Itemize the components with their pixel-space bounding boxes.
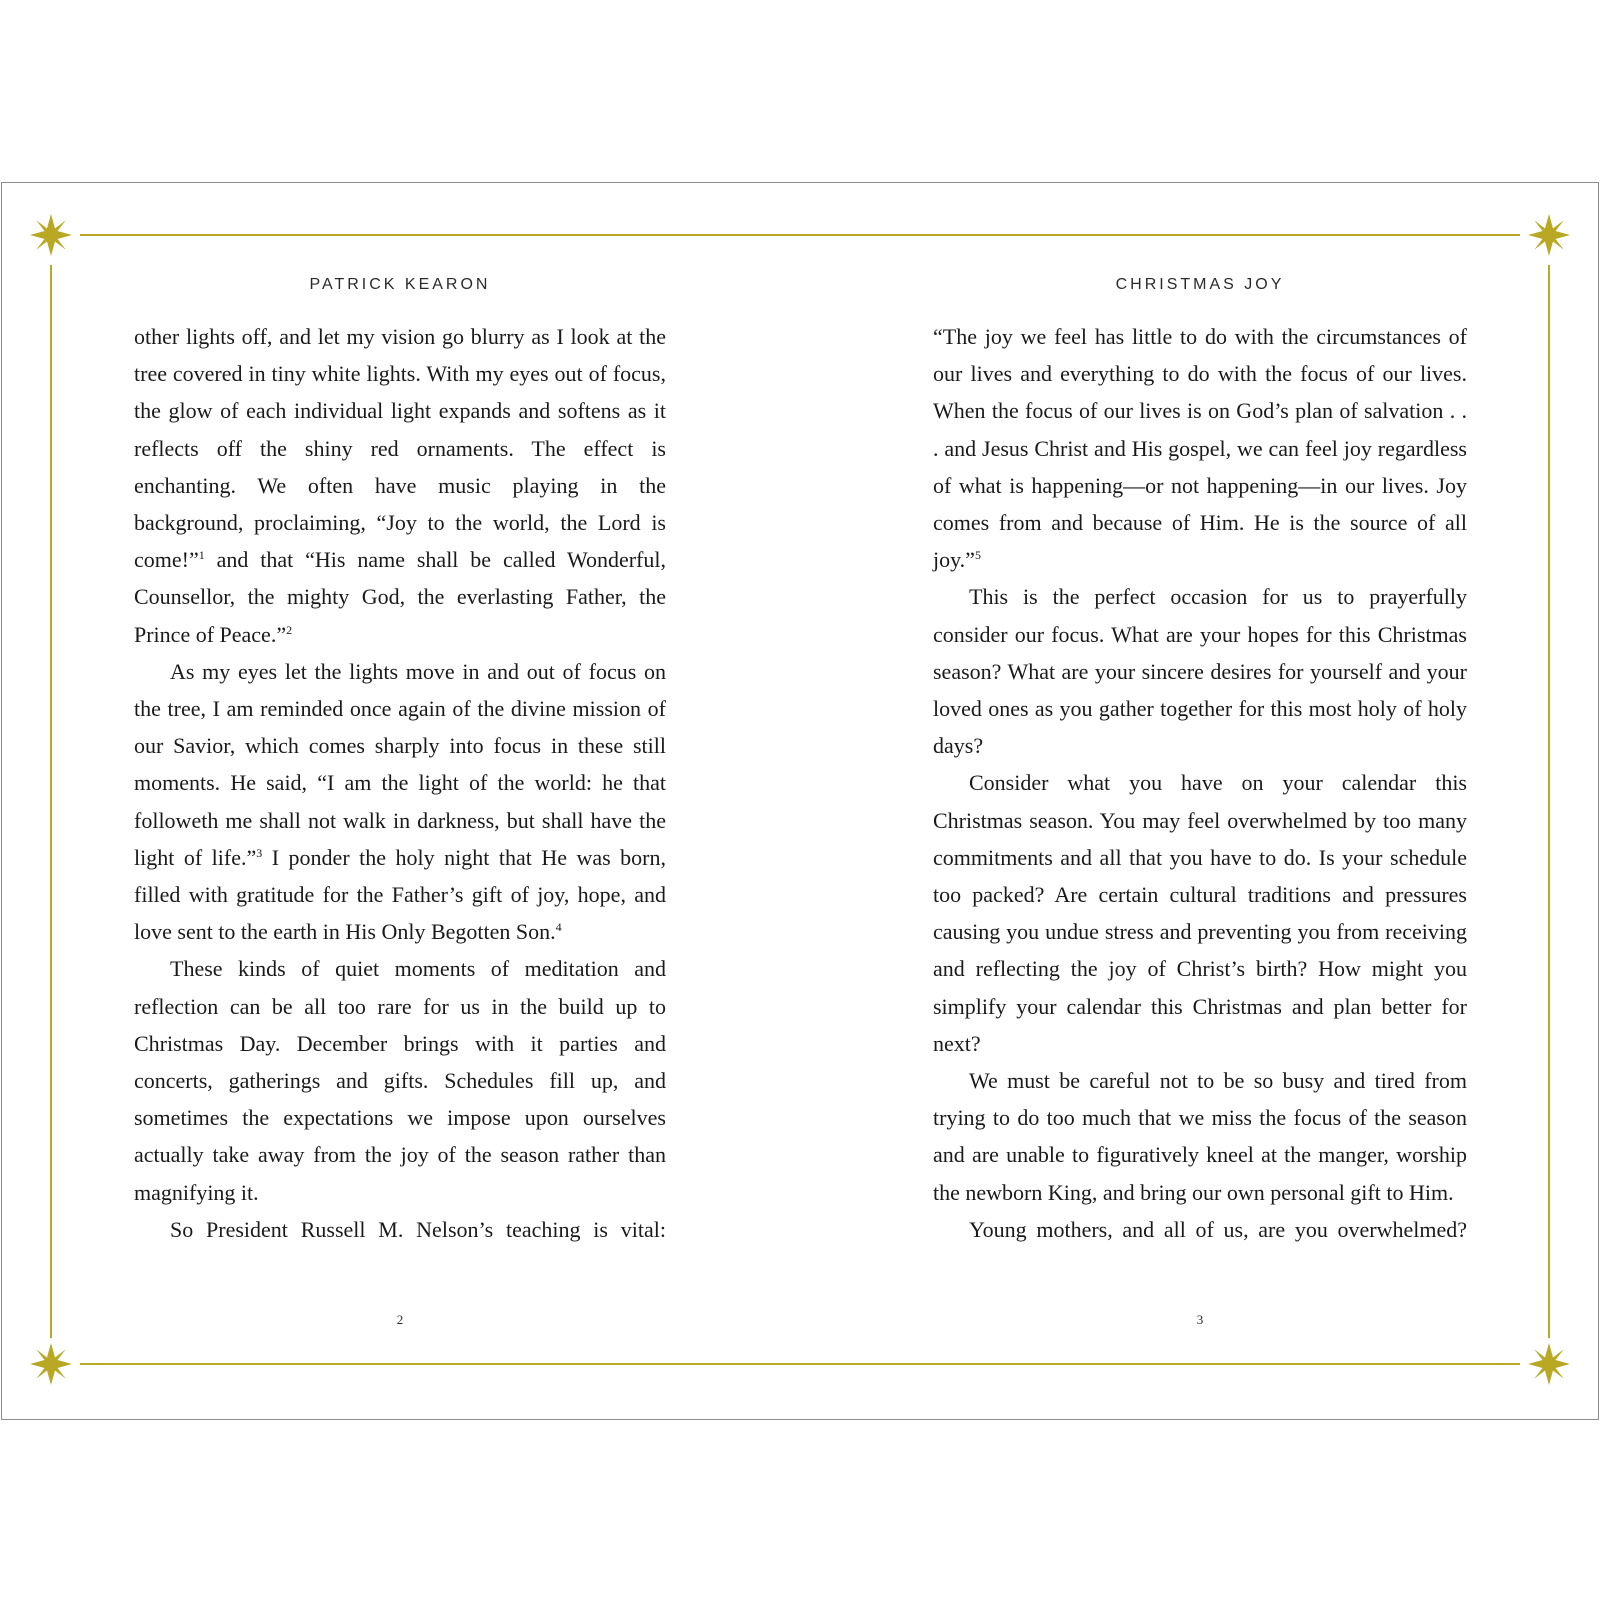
paragraph: Young mothers, and all of us, are you overwhelmed?	[969, 1216, 1467, 1242]
running-head-title: CHRISTMAS JOY	[1115, 276, 1285, 293]
footnote-ref: 3	[256, 845, 263, 860]
footnote-ref: 1	[198, 548, 205, 563]
running-head-author: PATRICK KEARON	[309, 276, 491, 293]
footnote-ref: 5	[974, 548, 981, 563]
paragraph: “The joy we feel has little to do with the circumstances of our lives and everything to do with the focus of our lives. When the focus of our lives is on God’s plan of salvation . . . and Jesus Christ and His gospel, we can feel joy regardless of what is happening—or not happening—in our lives. Joy comes from and because of Him. He is the source of all joy.”$^5$	[933, 324, 1467, 573]
page-number-left: 2	[396, 1312, 404, 1327]
footnote-ref: 4	[555, 920, 562, 935]
right-page-body	[933, 318, 1467, 1248]
paragraph: These kinds of quiet moments of meditation and reflection can be all too rare for us in the build up to Christmas Day. December brings with it parties and concerts, gatherings and gifts. Schedules fill up, and sometimes the expectations we impose upon ourselves actually take away from the joy of the season rather than magnifying it.	[134, 956, 666, 1205]
footnote-ref: 2	[286, 622, 293, 637]
left-page-body	[134, 318, 666, 1248]
paragraph: We must be careful not to be so busy and tired from trying to do too much that we miss the focus of the season and are unable to figuratively kneel at the manger, worship the newborn King, and bring our own personal gift to Him.	[933, 1068, 1467, 1205]
paragraph: As my eyes let the lights move in and out of focus on the tree, I am reminded once again of the divine mission of our Savior, which comes sharply into focus in these still moments. He said, “I am the light of the world: he that followeth me shall not walk in darkness, but shall have the light of life.”$^3$ I ponder the holy night that He was born, filled with gratitude for the Father’s gift of joy, hope, and love sent to the earth in His Only Begotten Son.$^4$	[134, 658, 666, 945]
page-number-right: 3	[1196, 1312, 1204, 1327]
paragraph: other lights off, and let my vision go blurry as I look at the tree covered in tiny white lights. With my eyes out of focus, the glow of each individual light expands and softens as it reflects off the shiny red ornaments. The effect is enchanting. We often have music playing in the background, proclaiming, “Joy to the world, the Lord is come!”$^1$ and that “His name shall be called Wonderful, Counsellor, the mighty God, the everlasting Father, the Prince of Peace.”$^2$	[134, 324, 666, 647]
paragraph: So President Russell M. Nelson’s teaching is vital:	[170, 1216, 666, 1242]
paragraph: This is the perfect occasion for us to prayerfully consider our focus. What are your hopes for this Christmas season? What are your sincere desires for yourself and your loved ones as you gather together for this most holy of holy days?	[933, 584, 1467, 759]
paragraph: Consider what you have on your calendar this Christmas season. You may feel overwhelmed by too many commitments and all that you have to do. Is your schedule too packed? Are certain cultural traditions and pressures causing you undue stress and preventing you from receiving and reflecting the joy of Christ’s birth? How might you simplify your calendar this Christmas and plan better for next?	[933, 770, 1467, 1056]
